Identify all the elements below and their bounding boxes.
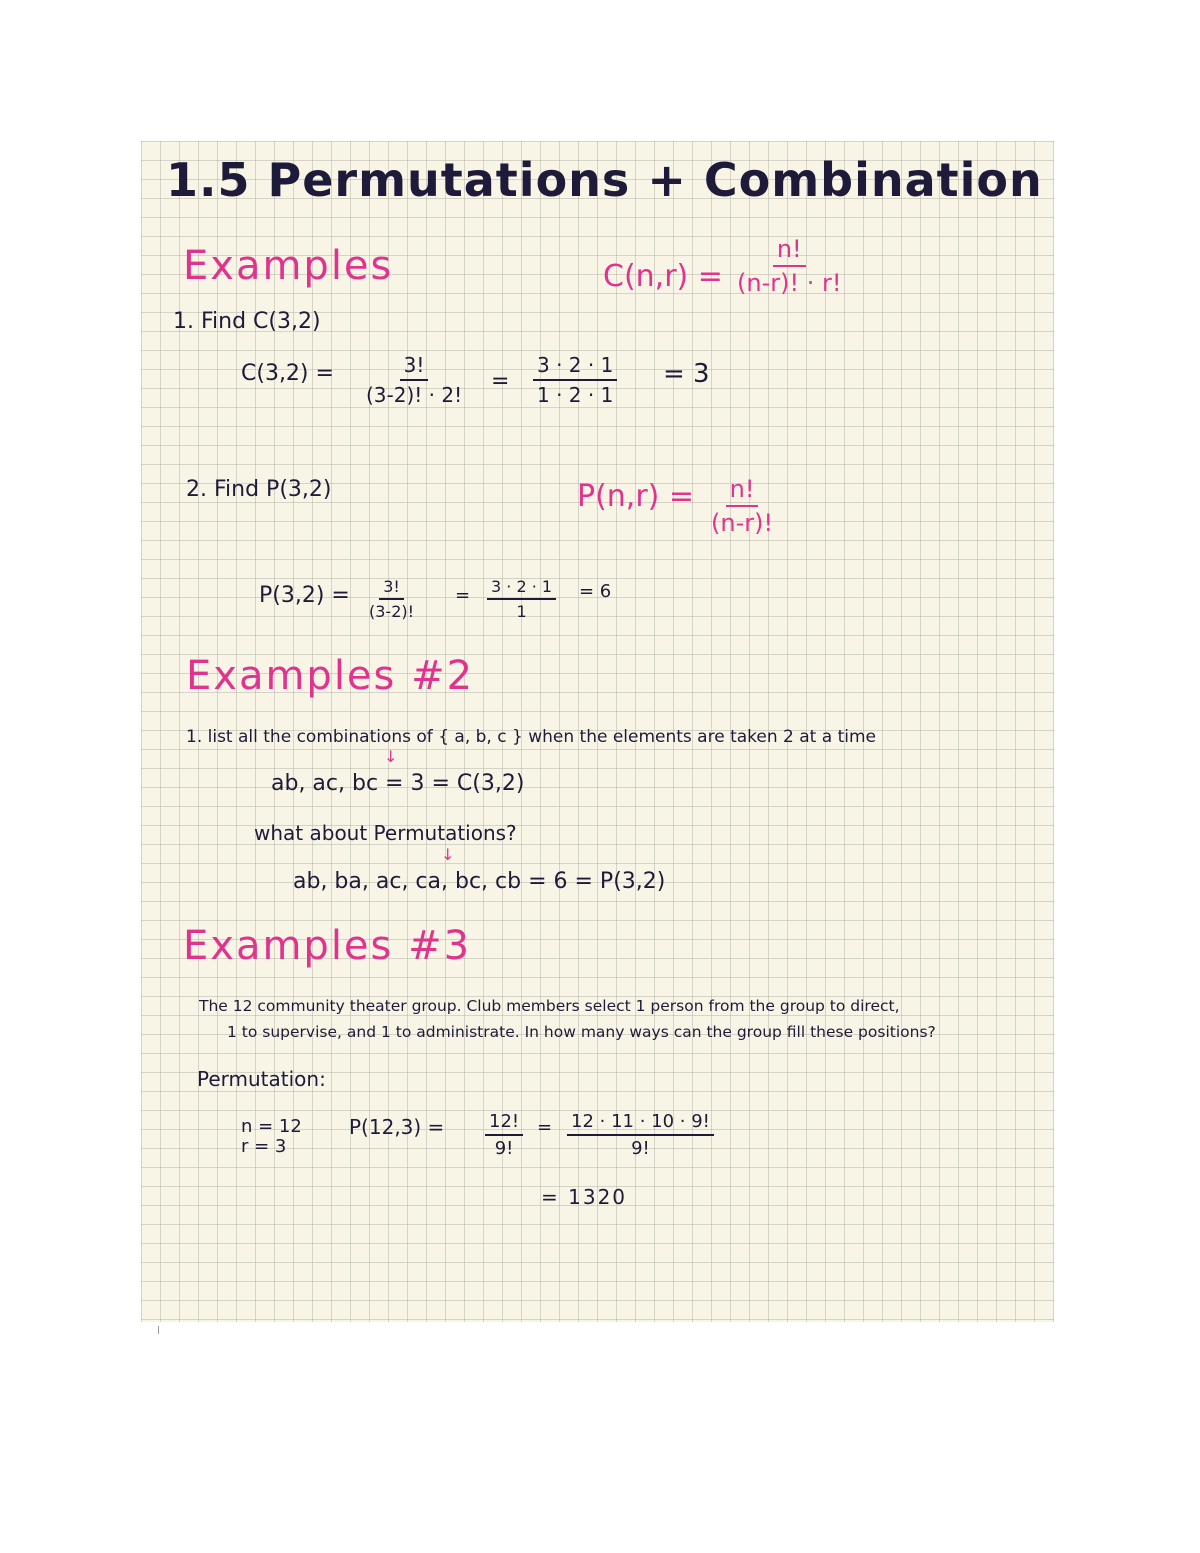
margin-tick (158, 1326, 159, 1334)
equals-sign: = (537, 1117, 553, 1138)
fraction-numerator: 3! (400, 353, 429, 381)
example2-label: 2. Find P(3,2) (186, 477, 332, 502)
fraction-denominator: (3-2)! (369, 602, 415, 621)
combinations-list: ab, ac, bc = 3 = C(3,2) (271, 771, 525, 796)
example1-result: = 3 (663, 359, 710, 389)
permutation-formula-lhs: P(n,r) = (577, 479, 695, 514)
fraction-denominator: 1 (516, 602, 527, 621)
combination-formula-fraction (737, 235, 841, 297)
fraction-denominator: 9! (494, 1138, 514, 1159)
example1-lhs: C(3,2) = (241, 361, 334, 386)
permutation-fraction-2 (567, 1111, 714, 1159)
section-heading-examples: Examples (183, 243, 394, 289)
fraction-denominator: 9! (631, 1138, 650, 1159)
example2-fraction-2 (487, 577, 556, 621)
combination-formula-lhs: C(n,r) = (603, 259, 723, 294)
fraction-numerator: 3 · 2 · 1 (487, 577, 556, 600)
down-arrow-icon: ↓ (384, 747, 398, 766)
formula-denominator: (n-r)! · r! (737, 269, 842, 297)
example1-fraction-2 (533, 353, 617, 407)
fraction-numerator: 3 · 2 · 1 (533, 353, 617, 381)
problem-text-line-1: The 12 community theater group. Club members select 1 person from the group to direct, (199, 997, 900, 1015)
fraction-denominator: 1 · 2 · 1 (537, 383, 614, 407)
equals-sign: = (491, 369, 510, 394)
down-arrow-icon: ↓ (441, 845, 455, 864)
example2-result: = 6 (579, 581, 612, 602)
fraction-numerator: 3! (379, 577, 404, 600)
section-heading-examples-2: Examples #2 (186, 653, 475, 699)
fraction-numerator: 12 · 11 · 10 · 9! (567, 1111, 714, 1136)
example1-label: 1. Find C(3,2) (173, 309, 321, 334)
example2-lhs: P(3,2) = (259, 583, 350, 608)
n-value: n = 12 (241, 1116, 302, 1137)
grid-paper (141, 141, 1054, 1322)
fraction-numerator: 12! (485, 1111, 523, 1136)
equals-sign: = (455, 585, 471, 606)
section-heading-examples-3: Examples #3 (183, 923, 472, 969)
formula-denominator: (n-r)! (711, 509, 774, 537)
permutation-fraction-1 (485, 1111, 523, 1159)
formula-numerator: n! (726, 475, 759, 507)
example1-fraction-1 (366, 353, 462, 407)
method-label: Permutation: (197, 1067, 326, 1091)
permutations-list: ab, ba, ac, ca, bc, cb = 6 = P(3,2) (293, 869, 666, 894)
problem-text-line-2: 1 to supervise, and 1 to administrate. In how many ways can the group fill these positions? (227, 1023, 936, 1041)
permutation-formula-fraction (711, 475, 773, 537)
given-values (241, 1117, 302, 1157)
final-answer: = 1320 (541, 1185, 628, 1209)
permutation-lhs: P(12,3) = (349, 1115, 445, 1139)
formula-numerator: n! (773, 235, 806, 267)
permutations-question: what about Permutations? (254, 821, 517, 845)
r-value: r = 3 (241, 1136, 287, 1157)
page-title: 1.5 Permutations + Combination (166, 153, 1043, 207)
fraction-denominator: (3-2)! · 2! (366, 383, 463, 407)
example2-fraction-1 (369, 577, 414, 621)
combinations-prompt: 1. list all the combinations of { a, b, c } when the elements are taken 2 at a time (186, 727, 876, 747)
